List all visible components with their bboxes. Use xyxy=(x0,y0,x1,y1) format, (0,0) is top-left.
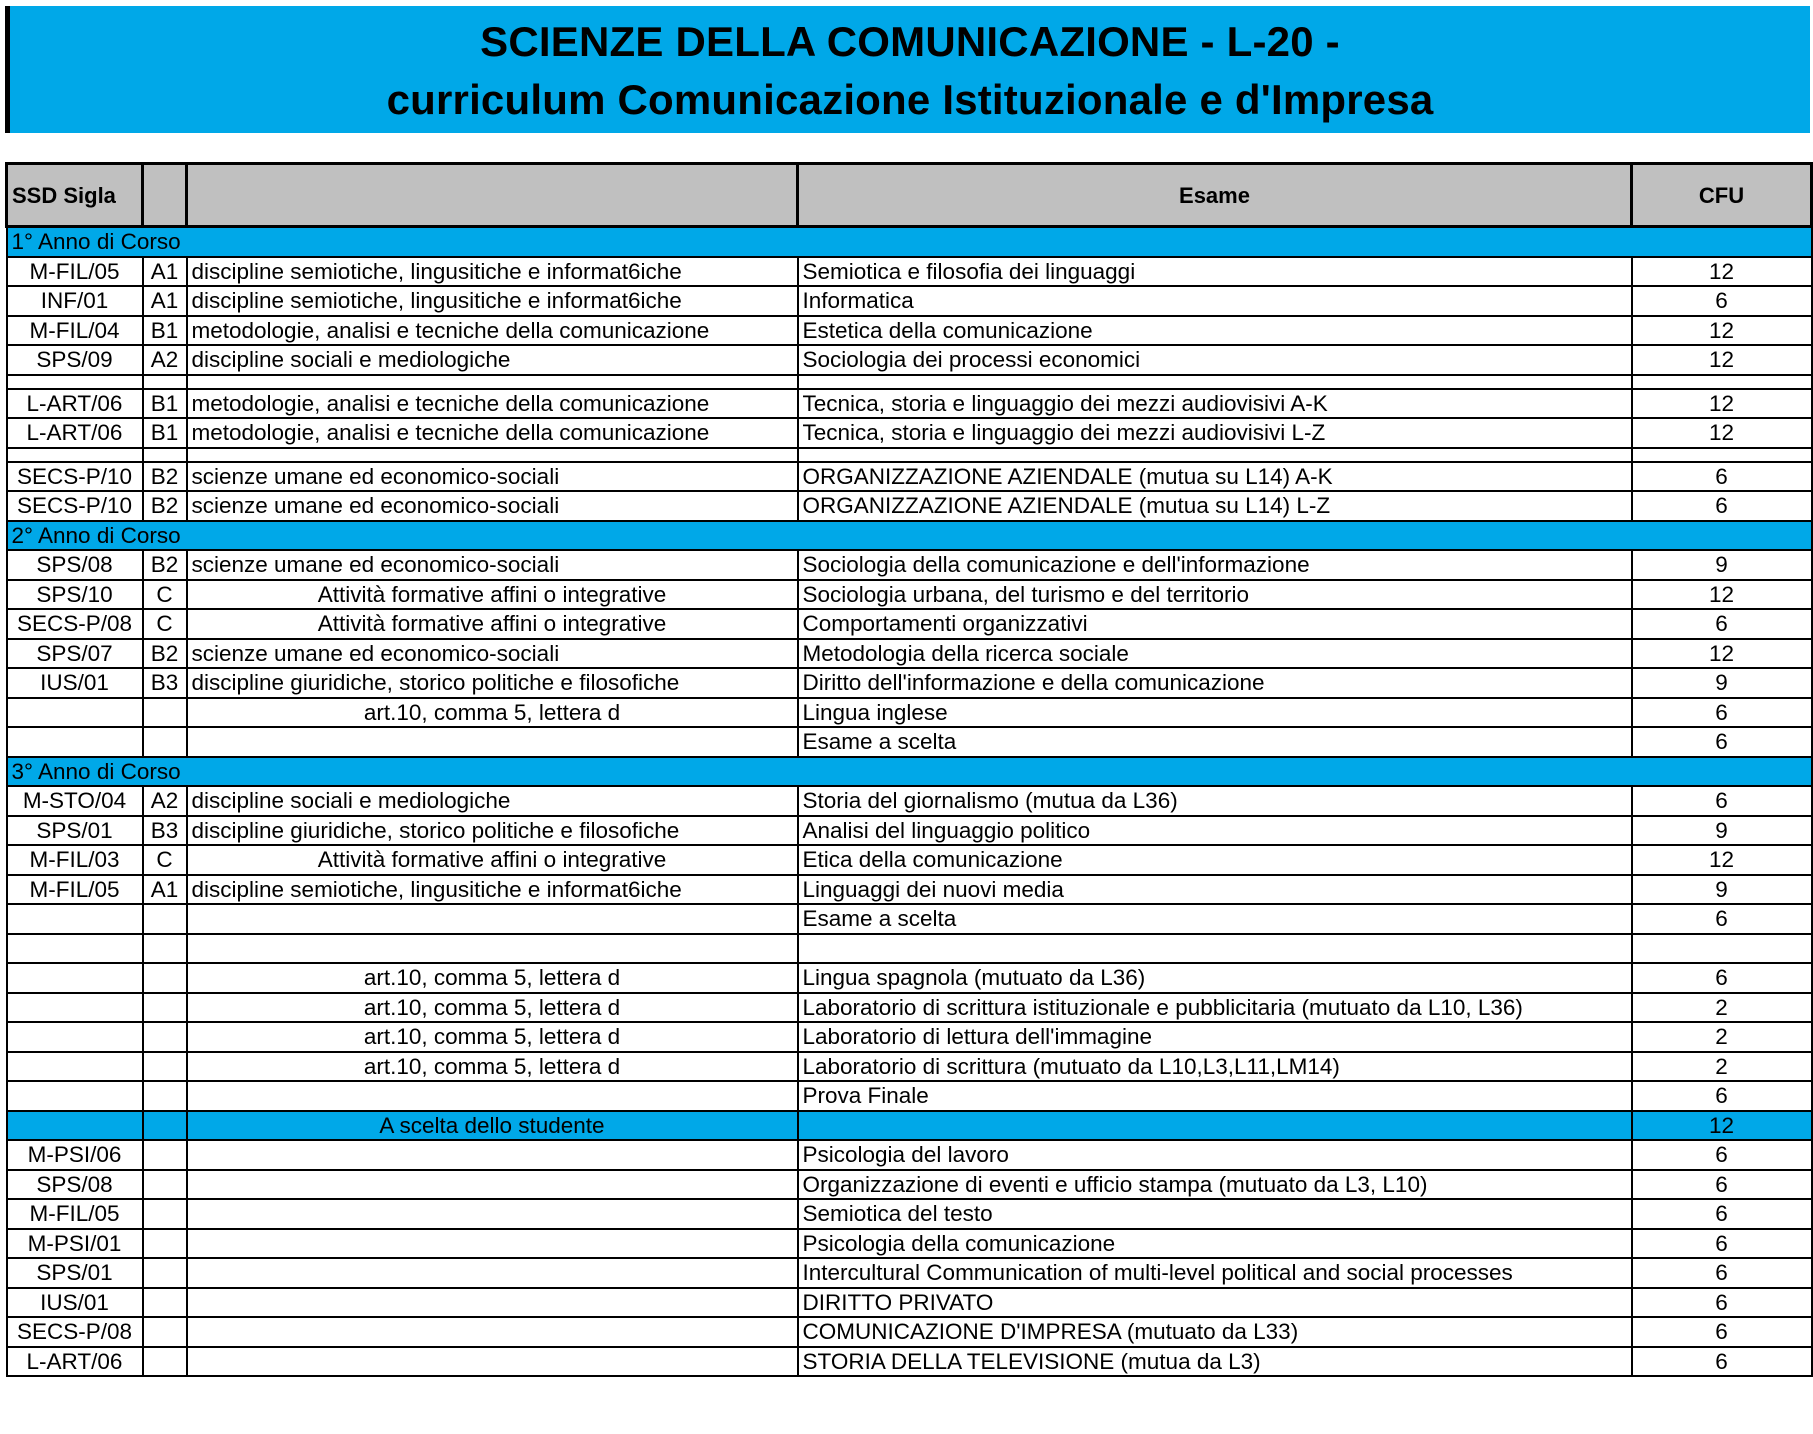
sigla-cell xyxy=(143,1229,187,1259)
ambito-cell xyxy=(187,1199,798,1229)
ssd-cell: SPS/01 xyxy=(7,1258,143,1288)
table-row xyxy=(7,786,1812,816)
table-row xyxy=(7,345,1812,375)
sigla-cell xyxy=(143,1052,187,1082)
ssd-cell: M-FIL/05 xyxy=(7,875,143,905)
esame-cell: Storia del giornalismo (mutua da L36) xyxy=(798,786,1632,816)
ssd-cell: IUS/01 xyxy=(7,1288,143,1318)
header-esame: Esame xyxy=(798,164,1632,227)
esame-cell: Tecnica, storia e linguaggio dei mezzi audiovisivi A-K xyxy=(798,389,1632,419)
ssd-cell: SECS-P/10 xyxy=(7,491,143,521)
cfu-cell: 6 xyxy=(1632,286,1812,316)
ambito-cell xyxy=(187,1317,798,1347)
ambito-cell: scienze umane ed economico-sociali xyxy=(187,462,798,492)
curriculum-table xyxy=(5,162,1813,1377)
ssd-cell: SPS/10 xyxy=(7,580,143,610)
sigla-cell xyxy=(143,1022,187,1052)
ambito-cell: discipline giuridiche, storico politiche e filosofiche xyxy=(187,816,798,846)
esame-cell: Laboratorio di scrittura (mutuato da L10,L3,L11,LM14) xyxy=(798,1052,1632,1082)
ambito-cell: art.10, comma 5, lettera d xyxy=(187,1022,798,1052)
cfu-cell: 12 xyxy=(1632,418,1812,448)
esame-cell: Sociologia urbana, del turismo e del territorio xyxy=(798,580,1632,610)
ambito-cell: discipline semiotiche, lingusitiche e informat6iche xyxy=(187,286,798,316)
spacer-cell xyxy=(187,375,798,389)
page-title: SCIENZE DELLA COMUNICAZIONE - L-20 - xyxy=(480,18,1340,65)
sigla-cell xyxy=(143,934,187,964)
cfu-cell: 9 xyxy=(1632,816,1812,846)
table-header-row xyxy=(7,164,1812,227)
spacer-row xyxy=(7,375,1812,389)
sigla-cell: A1 xyxy=(143,875,187,905)
ssd-cell: M-FIL/05 xyxy=(7,1199,143,1229)
section-title: 3° Anno di Corso xyxy=(7,757,1812,787)
table-row xyxy=(7,462,1812,492)
cfu-cell: 12 xyxy=(1632,389,1812,419)
esame-cell xyxy=(798,934,1632,964)
esame-cell: Linguaggi dei nuovi media xyxy=(798,875,1632,905)
table-row xyxy=(7,418,1812,448)
ssd-cell: SPS/08 xyxy=(7,550,143,580)
spacer-cell xyxy=(1632,375,1812,389)
cfu-cell: 6 xyxy=(1632,786,1812,816)
ssd-cell xyxy=(7,1081,143,1111)
esame-cell: ORGANIZZAZIONE AZIENDALE (mutua su L14) A-K xyxy=(798,462,1632,492)
cfu-cell: 6 xyxy=(1632,609,1812,639)
esame-cell: Psicologia della comunicazione xyxy=(798,1229,1632,1259)
sigla-cell: A1 xyxy=(143,286,187,316)
ssd-cell: M-FIL/04 xyxy=(7,316,143,346)
cfu-cell: 6 xyxy=(1632,1347,1812,1377)
table-row xyxy=(7,550,1812,580)
ambito-cell: Attività formative affini o integrative xyxy=(187,580,798,610)
cfu-cell: 6 xyxy=(1632,1229,1812,1259)
ambito-cell: scienze umane ed economico-sociali xyxy=(187,491,798,521)
cfu-cell: 9 xyxy=(1632,668,1812,698)
header-cfu: CFU xyxy=(1632,164,1812,227)
section-header-row xyxy=(7,227,1812,257)
ambito-cell: scienze umane ed economico-sociali xyxy=(187,639,798,669)
table-row xyxy=(7,491,1812,521)
sigla-cell xyxy=(143,727,187,757)
table-row xyxy=(7,816,1812,846)
sigla-cell xyxy=(143,1081,187,1111)
sigla-cell xyxy=(143,1111,187,1141)
header-ambito xyxy=(187,164,798,227)
ambito-cell: Attività formative affini o integrative xyxy=(187,845,798,875)
sigla-cell xyxy=(143,993,187,1023)
ambito-cell: A scelta dello studente xyxy=(187,1111,798,1141)
cfu-cell: 6 xyxy=(1632,1170,1812,1200)
esame-cell: Metodologia della ricerca sociale xyxy=(798,639,1632,669)
cfu-cell: 12 xyxy=(1632,345,1812,375)
section-header-row xyxy=(7,521,1812,551)
ambito-cell xyxy=(187,1081,798,1111)
table-row xyxy=(7,286,1812,316)
sigla-cell xyxy=(143,1347,187,1377)
cfu-cell: 12 xyxy=(1632,580,1812,610)
cfu-cell: 6 xyxy=(1632,963,1812,993)
ambito-cell xyxy=(187,934,798,964)
ssd-cell xyxy=(7,993,143,1023)
sigla-cell: B1 xyxy=(143,418,187,448)
ssd-cell xyxy=(7,904,143,934)
cfu-cell: 6 xyxy=(1632,1199,1812,1229)
table-row xyxy=(7,727,1812,757)
ssd-cell: M-STO/04 xyxy=(7,786,143,816)
ambito-cell: discipline giuridiche, storico politiche e filosofiche xyxy=(187,668,798,698)
sigla-cell xyxy=(143,1170,187,1200)
ambito-cell xyxy=(187,727,798,757)
spacer-cell xyxy=(7,375,143,389)
ssd-cell: M-FIL/05 xyxy=(7,257,143,287)
sigla-cell: B3 xyxy=(143,816,187,846)
spacer-cell xyxy=(143,375,187,389)
ssd-cell: M-PSI/01 xyxy=(7,1229,143,1259)
sigla-cell: B2 xyxy=(143,550,187,580)
ssd-cell: M-FIL/03 xyxy=(7,845,143,875)
table-row xyxy=(7,316,1812,346)
ambito-cell xyxy=(187,1140,798,1170)
section-title: 2° Anno di Corso xyxy=(7,521,1812,551)
table-row xyxy=(7,904,1812,934)
table-row xyxy=(7,389,1812,419)
cfu-cell: 6 xyxy=(1632,1288,1812,1318)
esame-cell: Lingua inglese xyxy=(798,698,1632,728)
sigla-cell xyxy=(143,904,187,934)
sigla-cell: B2 xyxy=(143,639,187,669)
sigla-cell: A2 xyxy=(143,786,187,816)
table-row xyxy=(7,934,1812,964)
sigla-cell: B1 xyxy=(143,389,187,419)
table-row xyxy=(7,993,1812,1023)
ambito-cell: metodologie, analisi e tecniche della comunicazione xyxy=(187,418,798,448)
section-title: 1° Anno di Corso xyxy=(7,227,1812,257)
esame-cell: Comportamenti organizzativi xyxy=(798,609,1632,639)
esame-cell: Tecnica, storia e linguaggio dei mezzi audiovisivi L-Z xyxy=(798,418,1632,448)
spacer-cell xyxy=(798,375,1632,389)
ssd-cell: SECS-P/08 xyxy=(7,1317,143,1347)
ambito-cell xyxy=(187,1170,798,1200)
cfu-cell: 12 xyxy=(1632,639,1812,669)
ssd-cell: SPS/09 xyxy=(7,345,143,375)
table-row xyxy=(7,1229,1812,1259)
sigla-cell xyxy=(143,1140,187,1170)
cfu-cell: 6 xyxy=(1632,727,1812,757)
ambito-cell: art.10, comma 5, lettera d xyxy=(187,963,798,993)
table-row xyxy=(7,845,1812,875)
cfu-cell: 6 xyxy=(1632,1081,1812,1111)
ambito-cell: metodologie, analisi e tecniche della comunicazione xyxy=(187,316,798,346)
ambito-cell: discipline semiotiche, lingusitiche e informat6iche xyxy=(187,875,798,905)
cfu-cell: 6 xyxy=(1632,1140,1812,1170)
ambito-cell: discipline sociali e mediologiche xyxy=(187,345,798,375)
spacer-cell xyxy=(187,448,798,462)
sigla-cell: C xyxy=(143,580,187,610)
ambito-cell xyxy=(187,1347,798,1377)
ssd-cell: IUS/01 xyxy=(7,668,143,698)
esame-cell: Esame a scelta xyxy=(798,904,1632,934)
ssd-cell: SPS/07 xyxy=(7,639,143,669)
esame-cell: Laboratorio di lettura dell'immagine xyxy=(798,1022,1632,1052)
ssd-cell xyxy=(7,727,143,757)
esame-cell: Esame a scelta xyxy=(798,727,1632,757)
cfu-cell: 12 xyxy=(1632,1111,1812,1141)
title-banner xyxy=(5,6,1810,133)
table-row xyxy=(7,1288,1812,1318)
table-row xyxy=(7,1170,1812,1200)
sigla-cell xyxy=(143,1317,187,1347)
ambito-cell xyxy=(187,1288,798,1318)
cfu-cell: 6 xyxy=(1632,462,1812,492)
table-row xyxy=(7,875,1812,905)
spacer-row xyxy=(7,448,1812,462)
sigla-cell xyxy=(143,1288,187,1318)
sigla-cell: B1 xyxy=(143,316,187,346)
esame-cell: Etica della comunicazione xyxy=(798,845,1632,875)
ssd-cell xyxy=(7,1052,143,1082)
esame-cell: STORIA DELLA TELEVISIONE (mutua da L3) xyxy=(798,1347,1632,1377)
cfu-cell: 9 xyxy=(1632,875,1812,905)
table-row xyxy=(7,639,1812,669)
table-row xyxy=(7,1140,1812,1170)
esame-cell: Semiotica e filosofia dei linguaggi xyxy=(798,257,1632,287)
sigla-cell xyxy=(143,1199,187,1229)
cfu-cell: 12 xyxy=(1632,845,1812,875)
sigla-cell: C xyxy=(143,609,187,639)
ambito-cell xyxy=(187,1258,798,1288)
table-row xyxy=(7,1258,1812,1288)
table-row xyxy=(7,1022,1812,1052)
ssd-cell: SECS-P/08 xyxy=(7,609,143,639)
ambito-cell: art.10, comma 5, lettera d xyxy=(187,1052,798,1082)
sigla-cell xyxy=(143,698,187,728)
esame-cell: Informatica xyxy=(798,286,1632,316)
cfu-cell: 6 xyxy=(1632,1317,1812,1347)
cfu-cell: 2 xyxy=(1632,1052,1812,1082)
sigla-cell xyxy=(143,1258,187,1288)
ssd-cell xyxy=(7,963,143,993)
cfu-cell: 6 xyxy=(1632,491,1812,521)
cfu-cell: 6 xyxy=(1632,904,1812,934)
table-row xyxy=(7,1199,1812,1229)
table-row xyxy=(7,1052,1812,1082)
esame-cell: Prova Finale xyxy=(798,1081,1632,1111)
ambito-cell: scienze umane ed economico-sociali xyxy=(187,550,798,580)
sigla-cell: B2 xyxy=(143,462,187,492)
table-row xyxy=(7,1347,1812,1377)
elective-group-row xyxy=(7,1111,1812,1141)
ambito-cell: metodologie, analisi e tecniche della comunicazione xyxy=(187,389,798,419)
esame-cell: DIRITTO PRIVATO xyxy=(798,1288,1632,1318)
esame-cell: COMUNICAZIONE D'IMPRESA (mutuato da L33) xyxy=(798,1317,1632,1347)
sigla-cell: B2 xyxy=(143,491,187,521)
ambito-cell: discipline semiotiche, lingusitiche e informat6iche xyxy=(187,257,798,287)
sigla-cell: A1 xyxy=(143,257,187,287)
table-row xyxy=(7,668,1812,698)
spacer-cell xyxy=(143,448,187,462)
esame-cell: Estetica della comunicazione xyxy=(798,316,1632,346)
cfu-cell: 9 xyxy=(1632,550,1812,580)
ambito-cell: art.10, comma 5, lettera d xyxy=(187,993,798,1023)
ssd-cell xyxy=(7,1022,143,1052)
page-subtitle: curriculum Comunicazione Istituzionale e d'Impresa xyxy=(386,76,1434,123)
ssd-cell: M-PSI/06 xyxy=(7,1140,143,1170)
table-row xyxy=(7,698,1812,728)
cfu-cell xyxy=(1632,934,1812,964)
header-sigla-blank xyxy=(143,164,187,227)
esame-cell: ORGANIZZAZIONE AZIENDALE (mutua su L14) L-Z xyxy=(798,491,1632,521)
esame-cell: Sociologia dei processi economici xyxy=(798,345,1632,375)
esame-cell xyxy=(798,1111,1632,1141)
table-row xyxy=(7,963,1812,993)
esame-cell: Laboratorio di scrittura istituzionale e pubblicitaria (mutuato da L10, L36) xyxy=(798,993,1632,1023)
ambito-cell: art.10, comma 5, lettera d xyxy=(187,698,798,728)
ssd-cell: INF/01 xyxy=(7,286,143,316)
sigla-cell: B3 xyxy=(143,668,187,698)
ssd-cell: L-ART/06 xyxy=(7,389,143,419)
esame-cell: Analisi del linguaggio politico xyxy=(798,816,1632,846)
esame-cell: Diritto dell'informazione e della comunicazione xyxy=(798,668,1632,698)
ambito-cell: Attività formative affini o integrative xyxy=(187,609,798,639)
ambito-cell xyxy=(187,1229,798,1259)
esame-cell: Organizzazione di eventi e ufficio stampa (mutuato da L3, L10) xyxy=(798,1170,1632,1200)
ssd-cell: SECS-P/10 xyxy=(7,462,143,492)
spacer-cell xyxy=(1632,448,1812,462)
cfu-cell: 12 xyxy=(1632,316,1812,346)
sigla-cell xyxy=(143,963,187,993)
ssd-cell xyxy=(7,934,143,964)
cfu-cell: 6 xyxy=(1632,698,1812,728)
esame-cell: Psicologia del lavoro xyxy=(798,1140,1632,1170)
sigla-cell: C xyxy=(143,845,187,875)
table-row xyxy=(7,580,1812,610)
ssd-cell xyxy=(7,698,143,728)
esame-cell: Lingua spagnola (mutuato da L36) xyxy=(798,963,1632,993)
ssd-cell: SPS/08 xyxy=(7,1170,143,1200)
esame-cell: Intercultural Communication of multi-level political and social processes xyxy=(798,1258,1632,1288)
ssd-cell: L-ART/06 xyxy=(7,418,143,448)
esame-cell: Semiotica del testo xyxy=(798,1199,1632,1229)
cfu-cell: 2 xyxy=(1632,993,1812,1023)
ambito-cell: discipline sociali e mediologiche xyxy=(187,786,798,816)
ssd-cell xyxy=(7,1111,143,1141)
ssd-cell: L-ART/06 xyxy=(7,1347,143,1377)
esame-cell: Sociologia della comunicazione e dell'informazione xyxy=(798,550,1632,580)
cfu-cell: 12 xyxy=(1632,257,1812,287)
ambito-cell xyxy=(187,904,798,934)
spacer-cell xyxy=(798,448,1632,462)
spacer-cell xyxy=(7,448,143,462)
header-ssd: SSD Sigla xyxy=(7,164,143,227)
sigla-cell: A2 xyxy=(143,345,187,375)
table-row xyxy=(7,1317,1812,1347)
section-header-row xyxy=(7,757,1812,787)
ssd-cell: SPS/01 xyxy=(7,816,143,846)
table-row xyxy=(7,609,1812,639)
cfu-cell: 2 xyxy=(1632,1022,1812,1052)
table-row xyxy=(7,1081,1812,1111)
table-row xyxy=(7,257,1812,287)
cfu-cell: 6 xyxy=(1632,1258,1812,1288)
